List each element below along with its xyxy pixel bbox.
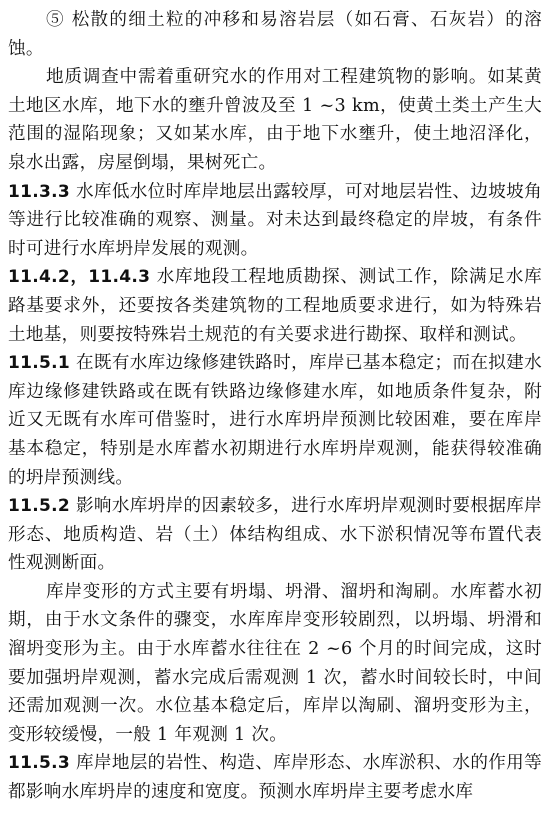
paragraph-bank-deformation (8, 578, 542, 750)
paragraph-11-4-2 (8, 263, 542, 349)
paragraph-text: 水库地段工程地质勘探、测试工作，除满足水库路基要求外，还要按各类建筑物的工程地质要求进行，如为特殊岩土地基，则要按特殊岩土规范的有关要求进行勘探、取样和测试。 (8, 267, 542, 345)
paragraph-11-5-2 (8, 492, 542, 578)
paragraph-text: 水库低水位时库岸地层出露较厚，可对地层岩性、边坡坡角等进行比较准确的观察、测量。对未达到最终稳定的岸坡，有条件时可进行水库坍岸发展的观测。 (8, 181, 542, 259)
paragraph-text: 地质调查中需着重研究水的作用对工程建筑物的影响。如某黄土地区水库，地下水的壅升曾波及至 1 ~3 km，使黄土类土产生大范围的湿陷现象；又如某水库，由于地下水壅升，使土地沼泽化，泉水出露，房屋倒塌，果树死亡。 (8, 67, 542, 173)
paragraph-11-5-1 (8, 349, 542, 492)
section-number: 11.5.3 (8, 753, 71, 774)
paragraph-clause-5 (8, 6, 542, 63)
paragraph-text: 在既有水库边缘修建铁路时，库岸已基本稳定；而在拟建水库边缘修建铁路或在既有铁路边缘修建水库，如地质条件复杂，附近又无既有水库可借鉴时，进行水库坍岸预测比较困难，要在库岸基本稳定，特别是水库蓄水初期进行水库坍岸观测，能获得较准确的坍岸预测线。 (8, 353, 542, 488)
section-number: 11.5.2 (8, 496, 71, 517)
paragraph-text: ⑤ 松散的细土粒的冲移和易溶岩层（如石膏、石灰岩）的溶蚀。 (8, 10, 542, 59)
section-number: 11.4.2，11.4.3 (8, 267, 151, 288)
paragraph-11-3-3 (8, 178, 542, 264)
section-number: 11.5.1 (8, 353, 71, 374)
paragraph-11-5-3 (8, 749, 542, 806)
section-number: 11.3.3 (8, 181, 71, 202)
paragraph-text: 影响水库坍岸的因素较多，进行水库坍岸观测时要根据库岸形态、地质构造、岩（土）体结构组成、水下淤积情况等布置代表性观测断面。 (8, 496, 542, 574)
paragraph-water-effect (8, 63, 542, 177)
paragraph-text: 库岸变形的方式主要有坍塌、坍滑、溜坍和淘刷。水库蓄水初期，由于水文条件的骤变，水库库岸变形较剧烈，以坍塌、坍滑和溜坍变形为主。由于水库蓄水往往在 2 ~6 个月的时间完成，这时要加强坍岸观测，蓄水完成后需观测 1 次，蓄水时间较长时，中间还需加观测一次。水位基本稳定后，库岸以淘刷、溜坍变形为主，变形较缓慢，一般 1 年观测 1 次。 (8, 581, 542, 745)
paragraph-text: 库岸地层的岩性、构造、库岸形态、水库淤积、水的作用等都影响水库坍岸的速度和宽度。预测水库坍岸主要考虑水库 (8, 753, 542, 803)
